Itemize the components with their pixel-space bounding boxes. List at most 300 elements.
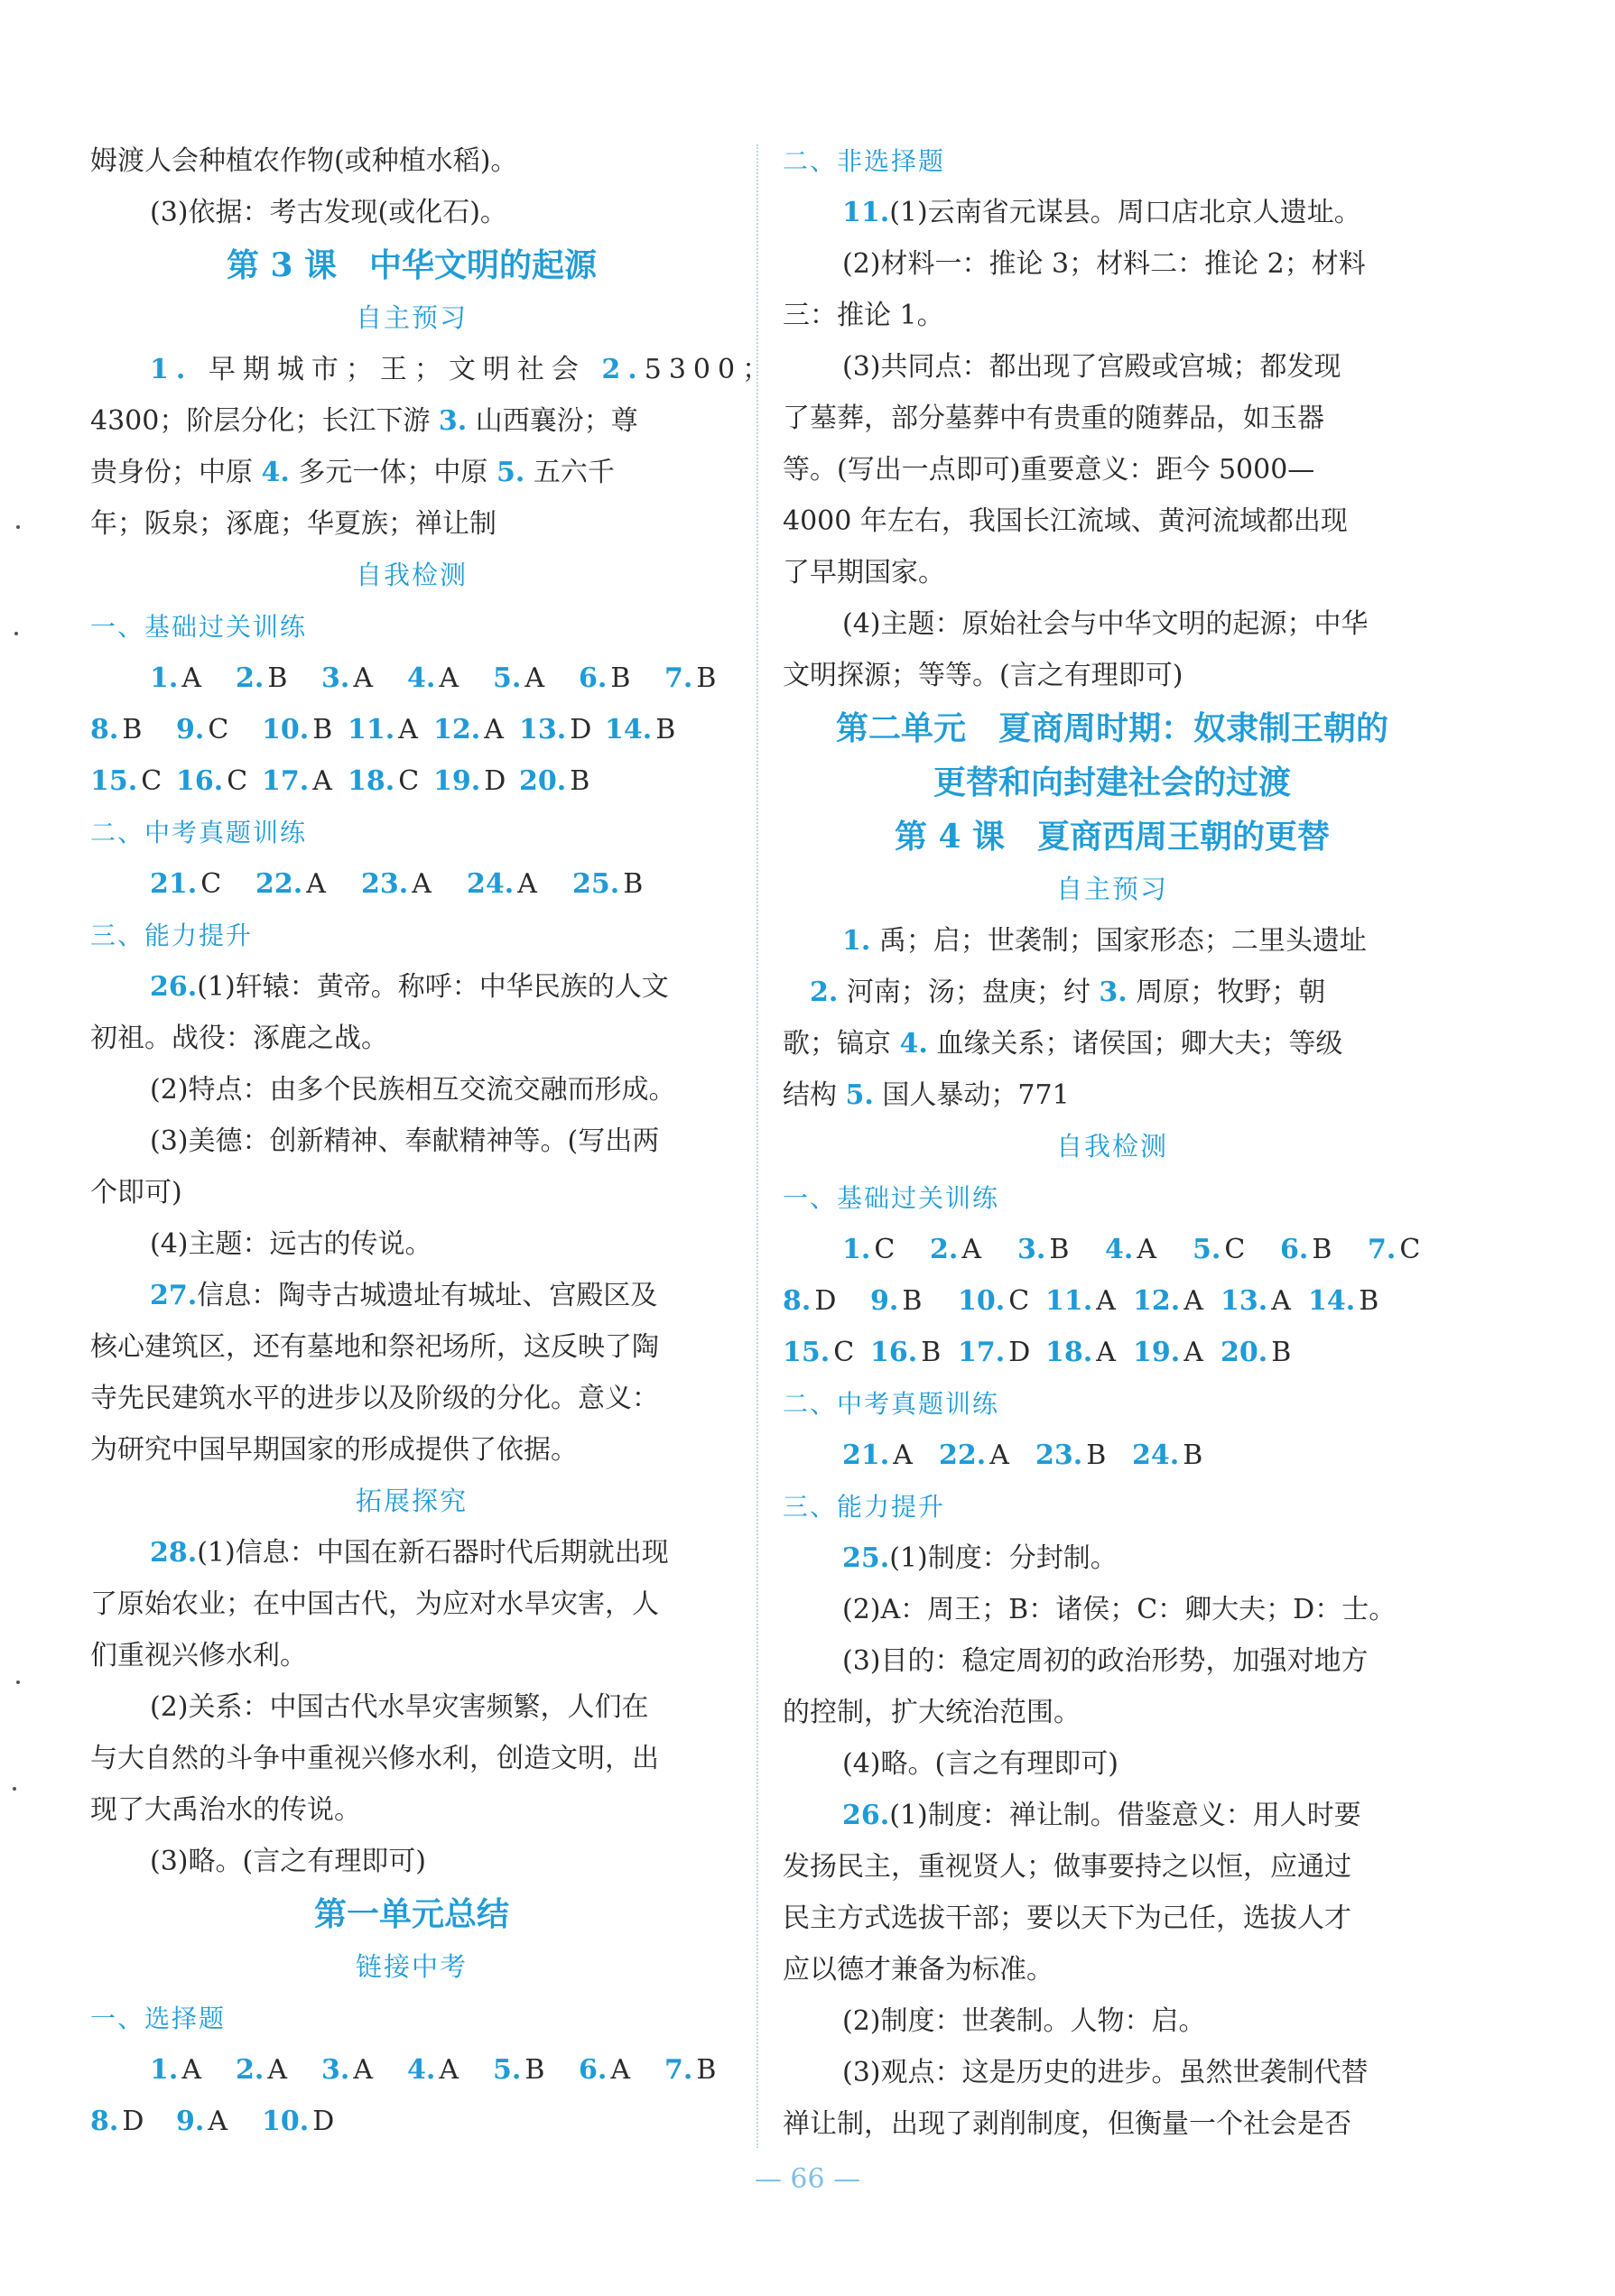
text-line: 的控制，扩大统治范围。: [783, 1697, 1081, 1728]
answer-letter: A: [1183, 1285, 1203, 1317]
text-line: (4)主题：远古的传说。: [150, 1228, 432, 1260]
mcq-item: [433, 755, 519, 807]
answer-letter: A: [353, 2054, 373, 2086]
mcq-item: [664, 2044, 750, 2096]
mcq-item: [255, 858, 361, 910]
mcq-item: [605, 704, 691, 755]
question-number: 12.: [1133, 1285, 1181, 1317]
mcq-item: [572, 858, 678, 910]
question-number: 21.: [150, 868, 198, 900]
preview-line: [783, 1069, 1442, 1121]
question-number: 2.: [601, 354, 645, 385]
answer-letter: C: [874, 1234, 896, 1265]
answer-letter: C: [398, 765, 420, 797]
answer-letter: A: [524, 662, 544, 694]
mcq-item: [958, 1275, 1045, 1327]
question-number: 2.: [810, 977, 839, 1008]
question-number: 4.: [261, 457, 290, 488]
mcq-item: [1045, 1275, 1133, 1327]
mcq-row: [90, 2096, 733, 2147]
answer-text: 结构: [783, 1079, 846, 1111]
text-line: 民主方式选拔干部；要以天下为己任，选拔人才: [783, 1903, 1351, 1934]
question-number: 9.: [870, 1285, 899, 1317]
mcq-item: [262, 2096, 348, 2147]
question-number: 3.: [438, 405, 468, 437]
answer-letter: B: [312, 714, 333, 745]
preview-line: [90, 447, 733, 498]
margin-mark: [14, 632, 18, 635]
section-heading: 二、非选择题: [783, 146, 946, 176]
mcq-item: [262, 704, 348, 755]
answer-text: 多元一体；中原: [289, 457, 497, 488]
text-line: 了墓葬，部分墓葬中有贵重的随葬品，如玉器: [783, 403, 1324, 434]
text-line: [783, 1532, 1442, 1584]
mcq-item: [493, 653, 579, 704]
mcq-item: [939, 1430, 1035, 1481]
question-number: 8.: [90, 714, 119, 745]
question-number: 5.: [845, 1079, 874, 1111]
question-number: 23.: [1035, 1440, 1083, 1471]
answer-letter: A: [893, 1440, 913, 1471]
question-number: 1.: [842, 925, 871, 957]
answer-text: 歌；镐京: [783, 1028, 900, 1060]
text-line: (3)共同点：都出现了宫殿或宫城；都发现: [842, 351, 1341, 383]
answer-letter: A: [989, 1440, 1009, 1471]
question-number: 5.: [493, 2054, 522, 2086]
mcq-item: [433, 704, 519, 755]
answer-letter: B: [122, 714, 143, 745]
question-number: 11.: [348, 714, 395, 745]
question-number: 6.: [1280, 1234, 1309, 1265]
question-number: 10.: [262, 2106, 310, 2137]
mcq-item: [1035, 1430, 1132, 1481]
answer-letter: B: [655, 714, 676, 745]
mcq-item: [783, 1327, 870, 1378]
preview-line: [783, 967, 1442, 1018]
question-number: 21.: [842, 1440, 890, 1471]
question-number: 2.: [930, 1234, 959, 1265]
mcq-answers: [90, 858, 733, 910]
answer-letter: C: [200, 868, 222, 900]
question-number: 3.: [1017, 1234, 1046, 1265]
text-line: (3)观点：这是历史的进步。虽然世袭制代替: [842, 2057, 1369, 2088]
question-number: 4.: [1105, 1234, 1134, 1265]
question-number: 14.: [1308, 1285, 1356, 1317]
mcq-item: [783, 1275, 870, 1327]
column-divider: [756, 144, 758, 2148]
lesson-3-title: 第 3 课 中华文明的起源: [226, 246, 598, 284]
answer-letter: B: [696, 2054, 717, 2086]
question-number: 9.: [176, 714, 205, 745]
answer-letter: D: [312, 2106, 335, 2137]
answer-letter: D: [1008, 1337, 1031, 1368]
answer-text: 国人暴动；771: [873, 1079, 1070, 1111]
question-number: 22.: [939, 1440, 987, 1471]
section-heading: 三、能力提升: [90, 921, 254, 950]
expand-heading: 拓展探究: [355, 1486, 468, 1516]
mcq-item: [150, 653, 236, 704]
question-number: 17.: [958, 1337, 1006, 1368]
text-line: 个即可): [90, 1177, 182, 1208]
question-number: 5.: [496, 457, 525, 488]
mcq-item: [176, 755, 262, 807]
answer-letter: A: [517, 868, 537, 900]
mcq-row: [90, 755, 733, 807]
question-number: 5.: [1193, 1234, 1221, 1265]
mcq-item: [930, 1224, 1017, 1275]
question-number: 8.: [783, 1285, 812, 1317]
answer-text: 周原；牧野；朝: [1127, 977, 1326, 1008]
answer-letter: B: [1312, 1234, 1332, 1265]
answer-letter: A: [312, 765, 332, 797]
mcq-item: [90, 704, 176, 755]
answer-letter: C: [833, 1337, 855, 1368]
section-heading: 二、中考真题训练: [90, 818, 308, 847]
answer-letter: A: [412, 868, 432, 900]
answer-letter: C: [1224, 1234, 1246, 1265]
question-number: 22.: [255, 868, 303, 900]
margin-mark: [16, 1680, 20, 1684]
answer-letter: B: [1271, 1337, 1292, 1368]
text-line: 们重视兴修水利。: [90, 1640, 307, 1671]
question-number: 15.: [783, 1337, 831, 1368]
answer-letter: C: [208, 714, 229, 745]
text-line: [90, 961, 733, 1013]
section-heading: 一、基础过关训练: [783, 1183, 1000, 1213]
question-number: 3.: [321, 2054, 350, 2086]
question-number: 4.: [407, 662, 436, 694]
mcq-row: [90, 2044, 733, 2096]
answer-letter: B: [1359, 1285, 1379, 1317]
question-number: 1.: [842, 1234, 871, 1265]
text-line: [90, 1270, 733, 1321]
answer-text: 河南；汤；盘庚；纣: [838, 977, 1100, 1008]
mcq-item: [842, 1224, 930, 1275]
mcq-item: [1368, 1224, 1455, 1275]
right-column: [783, 135, 1442, 2150]
answer-letter: B: [921, 1337, 942, 1368]
preview-line: [783, 915, 1442, 967]
mcq-item: [361, 858, 467, 910]
mcq-item: [236, 653, 321, 704]
mcq-item: [870, 1275, 958, 1327]
answer-text: 早期城市；王；文明社会: [192, 354, 602, 385]
mcq-item: [348, 755, 433, 807]
question-number: 24.: [1132, 1440, 1180, 1471]
mcq-item: [1280, 1224, 1368, 1275]
question-number: 20.: [519, 765, 567, 797]
text-line: (2)特点：由多个民族相互交流交融而形成。: [150, 1074, 676, 1106]
answer-letter: B: [610, 662, 631, 694]
question-number: 1.: [150, 354, 193, 385]
mcq-answers: [90, 2044, 733, 2147]
mcq-row: [90, 704, 733, 755]
preview-line: [783, 1018, 1442, 1069]
margin-mark: [13, 1787, 16, 1791]
answer-letter: A: [1183, 1337, 1203, 1368]
text-line: 应以德才兼备为标准。: [783, 1954, 1053, 1986]
answer-letter: C: [141, 765, 162, 797]
mcq-item: [1105, 1224, 1193, 1275]
mcq-item: [90, 755, 176, 807]
answer-letter: D: [122, 2106, 144, 2137]
mcq-item: [579, 653, 664, 704]
mcq-row: [783, 1327, 1442, 1378]
mcq-item: [519, 755, 605, 807]
question-number: 24.: [467, 868, 515, 900]
mcq-row: [783, 1275, 1442, 1327]
text-line: 了原始农业；在中国古代，为应对水旱灾害，人: [90, 1588, 659, 1620]
question-number: 25.: [842, 1542, 890, 1574]
answer-text: (1)制度：禅让制。借鉴意义：用人时要: [889, 1800, 1361, 1831]
question-number: 26.: [150, 971, 198, 1003]
link-exam-heading: 链接中考: [355, 1951, 468, 1982]
answer-letter: A: [439, 2054, 459, 2086]
answer-text: (1)云南省元谋县。周口店北京人遗址。: [889, 197, 1361, 228]
section-heading: 三、能力提升: [783, 1492, 946, 1522]
preview-line: [90, 395, 733, 447]
answer-text: 信息：陶寺古城遗址有城址、宫殿区及: [197, 1280, 658, 1311]
answer-text: 5300；: [644, 354, 777, 385]
text-line: [783, 1790, 1442, 1841]
question-number: 3.: [321, 662, 350, 694]
answer-text: 血缘关系；诸侯国；卿大夫；等级: [927, 1028, 1343, 1060]
text-line: (3)略。(言之有理即可): [150, 1846, 426, 1877]
text-line: (3)美德：创新精神、奉献精神等。(写出两: [150, 1125, 660, 1157]
answer-letter: B: [1183, 1440, 1203, 1471]
answer-letter: B: [623, 868, 644, 900]
answer-text: 4300；阶层分化；长江下游: [90, 405, 439, 437]
question-number: 19.: [433, 765, 481, 797]
question-number: 16.: [176, 765, 224, 797]
text-line: 等。(写出一点即可)重要意义：距今 5000—: [783, 454, 1315, 486]
self-preview-heading: 自主预习: [355, 302, 468, 333]
answer-text: (1)信息：中国在新石器时代后期就出现: [197, 1537, 669, 1569]
question-number: 2.: [236, 662, 265, 694]
question-number: 15.: [90, 765, 138, 797]
unit-2-title: 第二单元 夏商周时期：奴隶制王朝的: [835, 709, 1388, 747]
lesson-4-title: 第 4 课 夏商西周王朝的更替: [894, 818, 1331, 856]
text-line: (4)主题：原始社会与中华文明的起源；中华: [842, 608, 1369, 640]
question-number: 7.: [664, 2054, 693, 2086]
self-check-heading: 自我检测: [1055, 1131, 1168, 1162]
preview-line: 年；阪泉；涿鹿；华夏族；禅让制: [90, 508, 497, 540]
mcq-answers: [783, 1430, 1442, 1481]
text-line: 三：推论 1。: [783, 300, 944, 331]
mcq-item: [842, 1430, 939, 1481]
question-number: 13.: [519, 714, 567, 745]
answer-letter: A: [353, 662, 373, 694]
page-number: — 66 —: [754, 2163, 861, 2195]
text-line: (2)A：周王；B：诸侯；C：卿大夫；D：士。: [842, 1594, 1397, 1625]
answer-text: 山西襄汾；尊: [467, 405, 638, 437]
unit-summary-title: 第一单元总结: [313, 1895, 509, 1933]
answer-letter: C: [227, 765, 248, 797]
question-number: 12.: [433, 714, 481, 745]
mcq-item: [1308, 1275, 1396, 1327]
mcq-answers: [783, 1224, 1442, 1378]
answer-letter: A: [610, 2054, 630, 2086]
answer-text: 禹；启；世袭制；国家形态；二里头遗址: [870, 925, 1367, 957]
question-number: 11.: [1045, 1285, 1093, 1317]
text-line: (2)材料一：推论 3；材料二：推论 2；材料: [842, 248, 1366, 280]
question-number: 5.: [493, 662, 522, 694]
question-number: 25.: [572, 868, 620, 900]
mcq-item: [236, 2044, 321, 2096]
question-number: 14.: [605, 714, 653, 745]
answer-letter: D: [814, 1285, 837, 1317]
mcq-item: [493, 2044, 579, 2096]
answer-letter: D: [484, 765, 506, 797]
mcq-item: [150, 858, 255, 910]
answer-letter: A: [961, 1234, 981, 1265]
question-number: 3.: [1099, 977, 1128, 1008]
question-number: 4.: [407, 2054, 436, 2086]
mcq-answers: [90, 653, 733, 807]
answer-letter: A: [1096, 1337, 1116, 1368]
question-number: 27.: [150, 1280, 198, 1311]
question-number: 18.: [348, 765, 395, 797]
self-preview-heading: 自主预习: [1055, 874, 1168, 904]
answer-text: 贵身份；中原: [90, 457, 262, 488]
mcq-item: [519, 704, 605, 755]
answer-letter: B: [696, 662, 717, 694]
answer-letter: C: [1008, 1285, 1030, 1317]
left-column: [90, 135, 777, 2147]
text-line: 文明探源；等等。(言之有理即可): [783, 660, 1183, 691]
question-number: 18.: [1045, 1337, 1093, 1368]
mcq-item: [321, 653, 407, 704]
mcq-item: [176, 704, 262, 755]
mcq-item: [348, 704, 433, 755]
section-heading: 二、中考真题训练: [783, 1389, 1000, 1419]
mcq-item: [579, 2044, 664, 2096]
mcq-item: [90, 2096, 176, 2147]
mcq-item: [1133, 1275, 1221, 1327]
mcq-item: [1193, 1224, 1280, 1275]
text-line: 姆渡人会种植农作物(或种植水稻)。: [90, 145, 518, 177]
text-line: 寺先民建筑水平的进步以及阶级的分化。意义：: [90, 1383, 659, 1414]
answer-letter: A: [1137, 1234, 1156, 1265]
question-number: 7.: [664, 662, 693, 694]
mcq-row: [783, 1430, 1442, 1481]
mcq-item: [150, 2044, 236, 2096]
answer-letter: A: [1271, 1285, 1291, 1317]
text-line: 与大自然的斗争中重视兴修水利，创造文明，出: [90, 1743, 659, 1774]
section-heading: 一、基础过关训练: [90, 612, 308, 642]
mcq-item: [407, 2044, 493, 2096]
answer-letter: A: [267, 2054, 287, 2086]
question-number: 28.: [150, 1537, 198, 1569]
margin-mark: [16, 525, 20, 529]
question-number: 16.: [870, 1337, 918, 1368]
mcq-item: [1133, 1327, 1221, 1378]
question-number: 7.: [1368, 1234, 1397, 1265]
question-number: 20.: [1221, 1337, 1268, 1368]
text-line: 了早期国家。: [783, 557, 945, 588]
mcq-item: [958, 1327, 1045, 1378]
self-check-heading: 自我检测: [355, 560, 468, 590]
answer-letter: A: [181, 2054, 201, 2086]
answer-letter: B: [1086, 1440, 1107, 1471]
text-line: [783, 187, 1442, 238]
answer-letter: C: [1399, 1234, 1421, 1265]
question-number: 10.: [958, 1285, 1006, 1317]
text-line: 禅让制，出现了剥削制度，但衡量一个社会是否: [783, 2108, 1351, 2140]
question-number: 1.: [150, 662, 179, 694]
answer-letter: A: [1096, 1285, 1116, 1317]
answer-text: (1)制度：分封制。: [889, 1542, 1118, 1574]
question-number: 19.: [1133, 1337, 1181, 1368]
mcq-row: [90, 653, 733, 704]
text-line: 发扬民主，重视贤人；做事要持之以恒，应通过: [783, 1851, 1351, 1883]
answer-letter: B: [902, 1285, 923, 1317]
text-line: (2)制度：世袭制。人物：启。: [842, 2005, 1206, 2037]
mcq-item: [1221, 1327, 1308, 1378]
answer-letter: A: [208, 2106, 227, 2137]
preview-line: [90, 344, 777, 395]
answer-letter: A: [398, 714, 418, 745]
question-number: 2.: [236, 2054, 265, 2086]
answer-letter: B: [267, 662, 288, 694]
section-heading: 一、选择题: [90, 2004, 227, 2033]
text-line: 初祖。战役：涿鹿之战。: [90, 1023, 388, 1054]
mcq-item: [1132, 1430, 1229, 1481]
answer-letter: B: [570, 765, 590, 797]
mcq-item: [1045, 1327, 1133, 1378]
mcq-item: [262, 755, 348, 807]
answer-letter: B: [524, 2054, 545, 2086]
text-line: 4000 年左右，我国长江流域、黄河流域都出现: [783, 505, 1348, 537]
mcq-item: [1221, 1275, 1308, 1327]
mcq-item: [664, 653, 750, 704]
question-number: 11.: [842, 197, 890, 228]
mcq-item: [407, 653, 493, 704]
mcq-item: [321, 2044, 407, 2096]
answer-letter: B: [1049, 1234, 1070, 1265]
mcq-row: [90, 858, 733, 910]
mcq-item: [1017, 1224, 1105, 1275]
text-line: 为研究中国早期国家的形成提供了依据。: [90, 1434, 578, 1466]
mcq-item: [176, 2096, 262, 2147]
mcq-item: [467, 858, 572, 910]
question-number: 8.: [90, 2106, 119, 2137]
question-number: 1.: [150, 2054, 179, 2086]
question-number: 6.: [579, 2054, 608, 2086]
question-number: 6.: [579, 662, 608, 694]
text-line: 核心建筑区，还有墓地和祭祀场所，这反映了陶: [90, 1331, 659, 1363]
text-line: (2)关系：中国古代水旱灾害频繁，人们在: [150, 1691, 649, 1723]
text-line: (3)依据：考古发现(或化石)。: [150, 197, 507, 228]
question-number: 23.: [361, 868, 409, 900]
question-number: 13.: [1221, 1285, 1268, 1317]
question-number: 9.: [176, 2106, 205, 2137]
question-number: 10.: [262, 714, 310, 745]
answer-letter: A: [306, 868, 326, 900]
answer-letter: A: [484, 714, 504, 745]
mcq-row: [783, 1224, 1442, 1275]
answer-letter: A: [439, 662, 459, 694]
answer-text: 五六千: [524, 457, 615, 488]
question-number: 26.: [842, 1800, 890, 1831]
text-line: [90, 1527, 733, 1578]
text-line: (3)目的：稳定周初的政治形势，加强对地方: [842, 1645, 1369, 1677]
mcq-item: [870, 1327, 958, 1378]
question-number: 4.: [899, 1028, 928, 1060]
text-line: (4)略。(言之有理即可): [842, 1748, 1118, 1780]
answer-text: (1)轩辕：黄帝。称呼：中华民族的人文: [197, 971, 669, 1003]
unit-2-title-continued: 更替和向封建社会的过渡: [933, 764, 1291, 801]
